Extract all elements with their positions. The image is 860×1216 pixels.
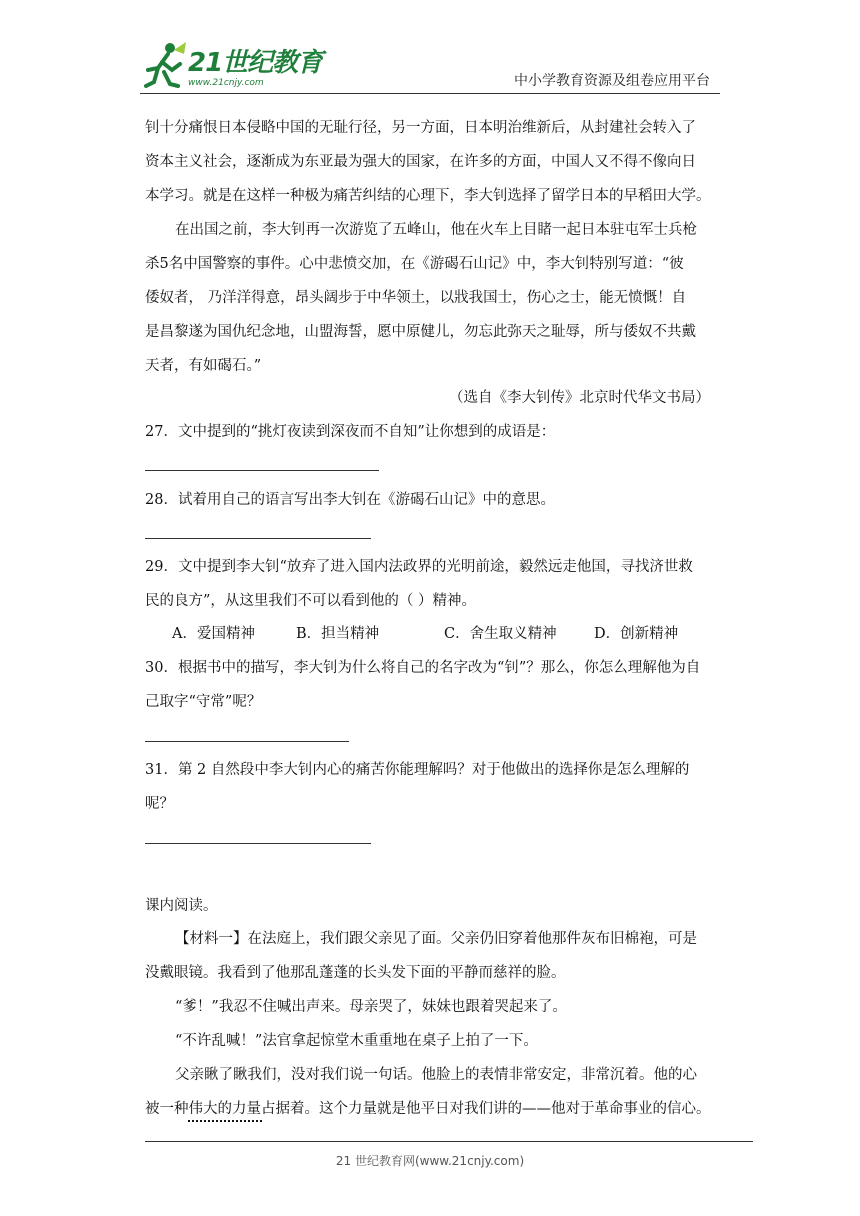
- passage-line: 本学习。就是在这样一种极为痛苦纠结的心理下，李大钊选择了留学日本的早稻田大学。: [145, 188, 711, 204]
- question-30-cont: 己取字“守常”呢？: [145, 694, 262, 710]
- reading-line: 父亲瞅了瞅我们，没对我们说一句话。他脸上的表情非常安定，非常沉着。他的心: [175, 1067, 697, 1083]
- question-31-cont: 呢？: [145, 796, 174, 812]
- section-heading: 课内阅读。: [145, 898, 218, 914]
- option-d[interactable]: D．创新精神: [594, 626, 679, 642]
- question-31: 31．第 2 自然段中李大钊内心的痛苦你能理解吗？对于他做出的选择你是怎么理解的: [145, 762, 690, 778]
- option-b[interactable]: B．担当精神: [296, 626, 380, 642]
- question-30: 30．根据书中的描写，李大钊为什么将自己的名字改为“钊”？那么，你怎么理解他为自: [145, 660, 701, 676]
- option-a[interactable]: A．爱国精神: [172, 626, 255, 642]
- footer-text: 21 世纪教育网(www.21cnjy.com): [335, 1154, 525, 1168]
- reading-line: 【材料一】在法庭上，我们跟父亲见了面。父亲仍旧穿着他那件灰布旧棉袍，可是: [175, 931, 697, 947]
- answer-line-28[interactable]: [145, 538, 371, 539]
- passage-line: 在出国之前，李大钊再一次游览了五峰山，他在火车上目睹一起日本驻屯军士兵枪: [175, 222, 697, 238]
- answer-line-30[interactable]: [145, 741, 349, 742]
- reading-line: 没戴眼镜。我看到了他那乱蓬蓬的长头发下面的平静而慈祥的脸。: [145, 965, 566, 981]
- emphasis-dots: [188, 1120, 262, 1122]
- header-divider: [140, 93, 720, 94]
- passage-line: 杀5名中国警察的事件。心中悲愤交加，在《游碣石山记》中，李大钊特别写道：“彼: [145, 256, 684, 272]
- passage-line: 钊十分痛恨日本侵略中国的无耻行径，另一方面，日本明治维新后，从封建社会转入了: [145, 120, 696, 136]
- question-28: 28．试着用自己的语言写出李大钊在《游碣石山记》中的意思。: [145, 492, 555, 508]
- passage-line: 资本主义社会，逐渐成为东亚最为强大的国家，在许多的方面，中国人又不得不像向日: [145, 154, 696, 170]
- question-27: 27．文中提到的“挑灯夜读到深夜而不自知”让你想到的成语是：: [145, 424, 556, 440]
- option-c[interactable]: C．舍生取义精神: [444, 626, 557, 642]
- footer-divider: [145, 1141, 753, 1142]
- answer-line-27[interactable]: [145, 470, 379, 471]
- reading-line: “爹！”我忍不住喊出声来。母亲哭了，妹妹也跟着哭起来了。: [175, 999, 567, 1015]
- passage-line: 是昌黎遂为国仇纪念地，山盟海誓，愿中原健儿，勿忘此弥天之耻辱，所与倭奴不共戴: [145, 324, 696, 340]
- logo-text: 21世纪教育: [188, 48, 323, 78]
- passage-line: 天者，有如碣石。”: [145, 358, 262, 374]
- site-logo: [140, 40, 330, 98]
- question-29: 29．文中提到李大钊“放弃了进入国内法政界的光明前途，毅然远走他国，寻找济世救: [145, 559, 693, 575]
- runner-logo-icon: [140, 40, 188, 90]
- passage-line: 倭奴者， 乃洋洋得意，昂头阔步于中华领土，以戕我国士，伤心之士，能无愤慨！自: [145, 290, 687, 306]
- reading-line: “不许乱喊！”法官拿起惊堂木重重地在桌子上拍了一下。: [175, 1033, 538, 1049]
- question-29-cont: 民的良方”，从这里我们不可以看到他的（ ）精神。: [145, 593, 477, 609]
- platform-name: 中小学教育资源及组卷应用平台: [514, 73, 710, 89]
- passage-source: （选自《李大钊传》北京时代华文书局）: [449, 390, 710, 406]
- logo-url: www.21cnjy.com: [188, 78, 264, 88]
- answer-line-31[interactable]: [145, 843, 371, 844]
- reading-line: 被一种伟大的力量占据着。这个力量就是他平日对我们讲的——他对于革命事业的信心。: [145, 1101, 711, 1117]
